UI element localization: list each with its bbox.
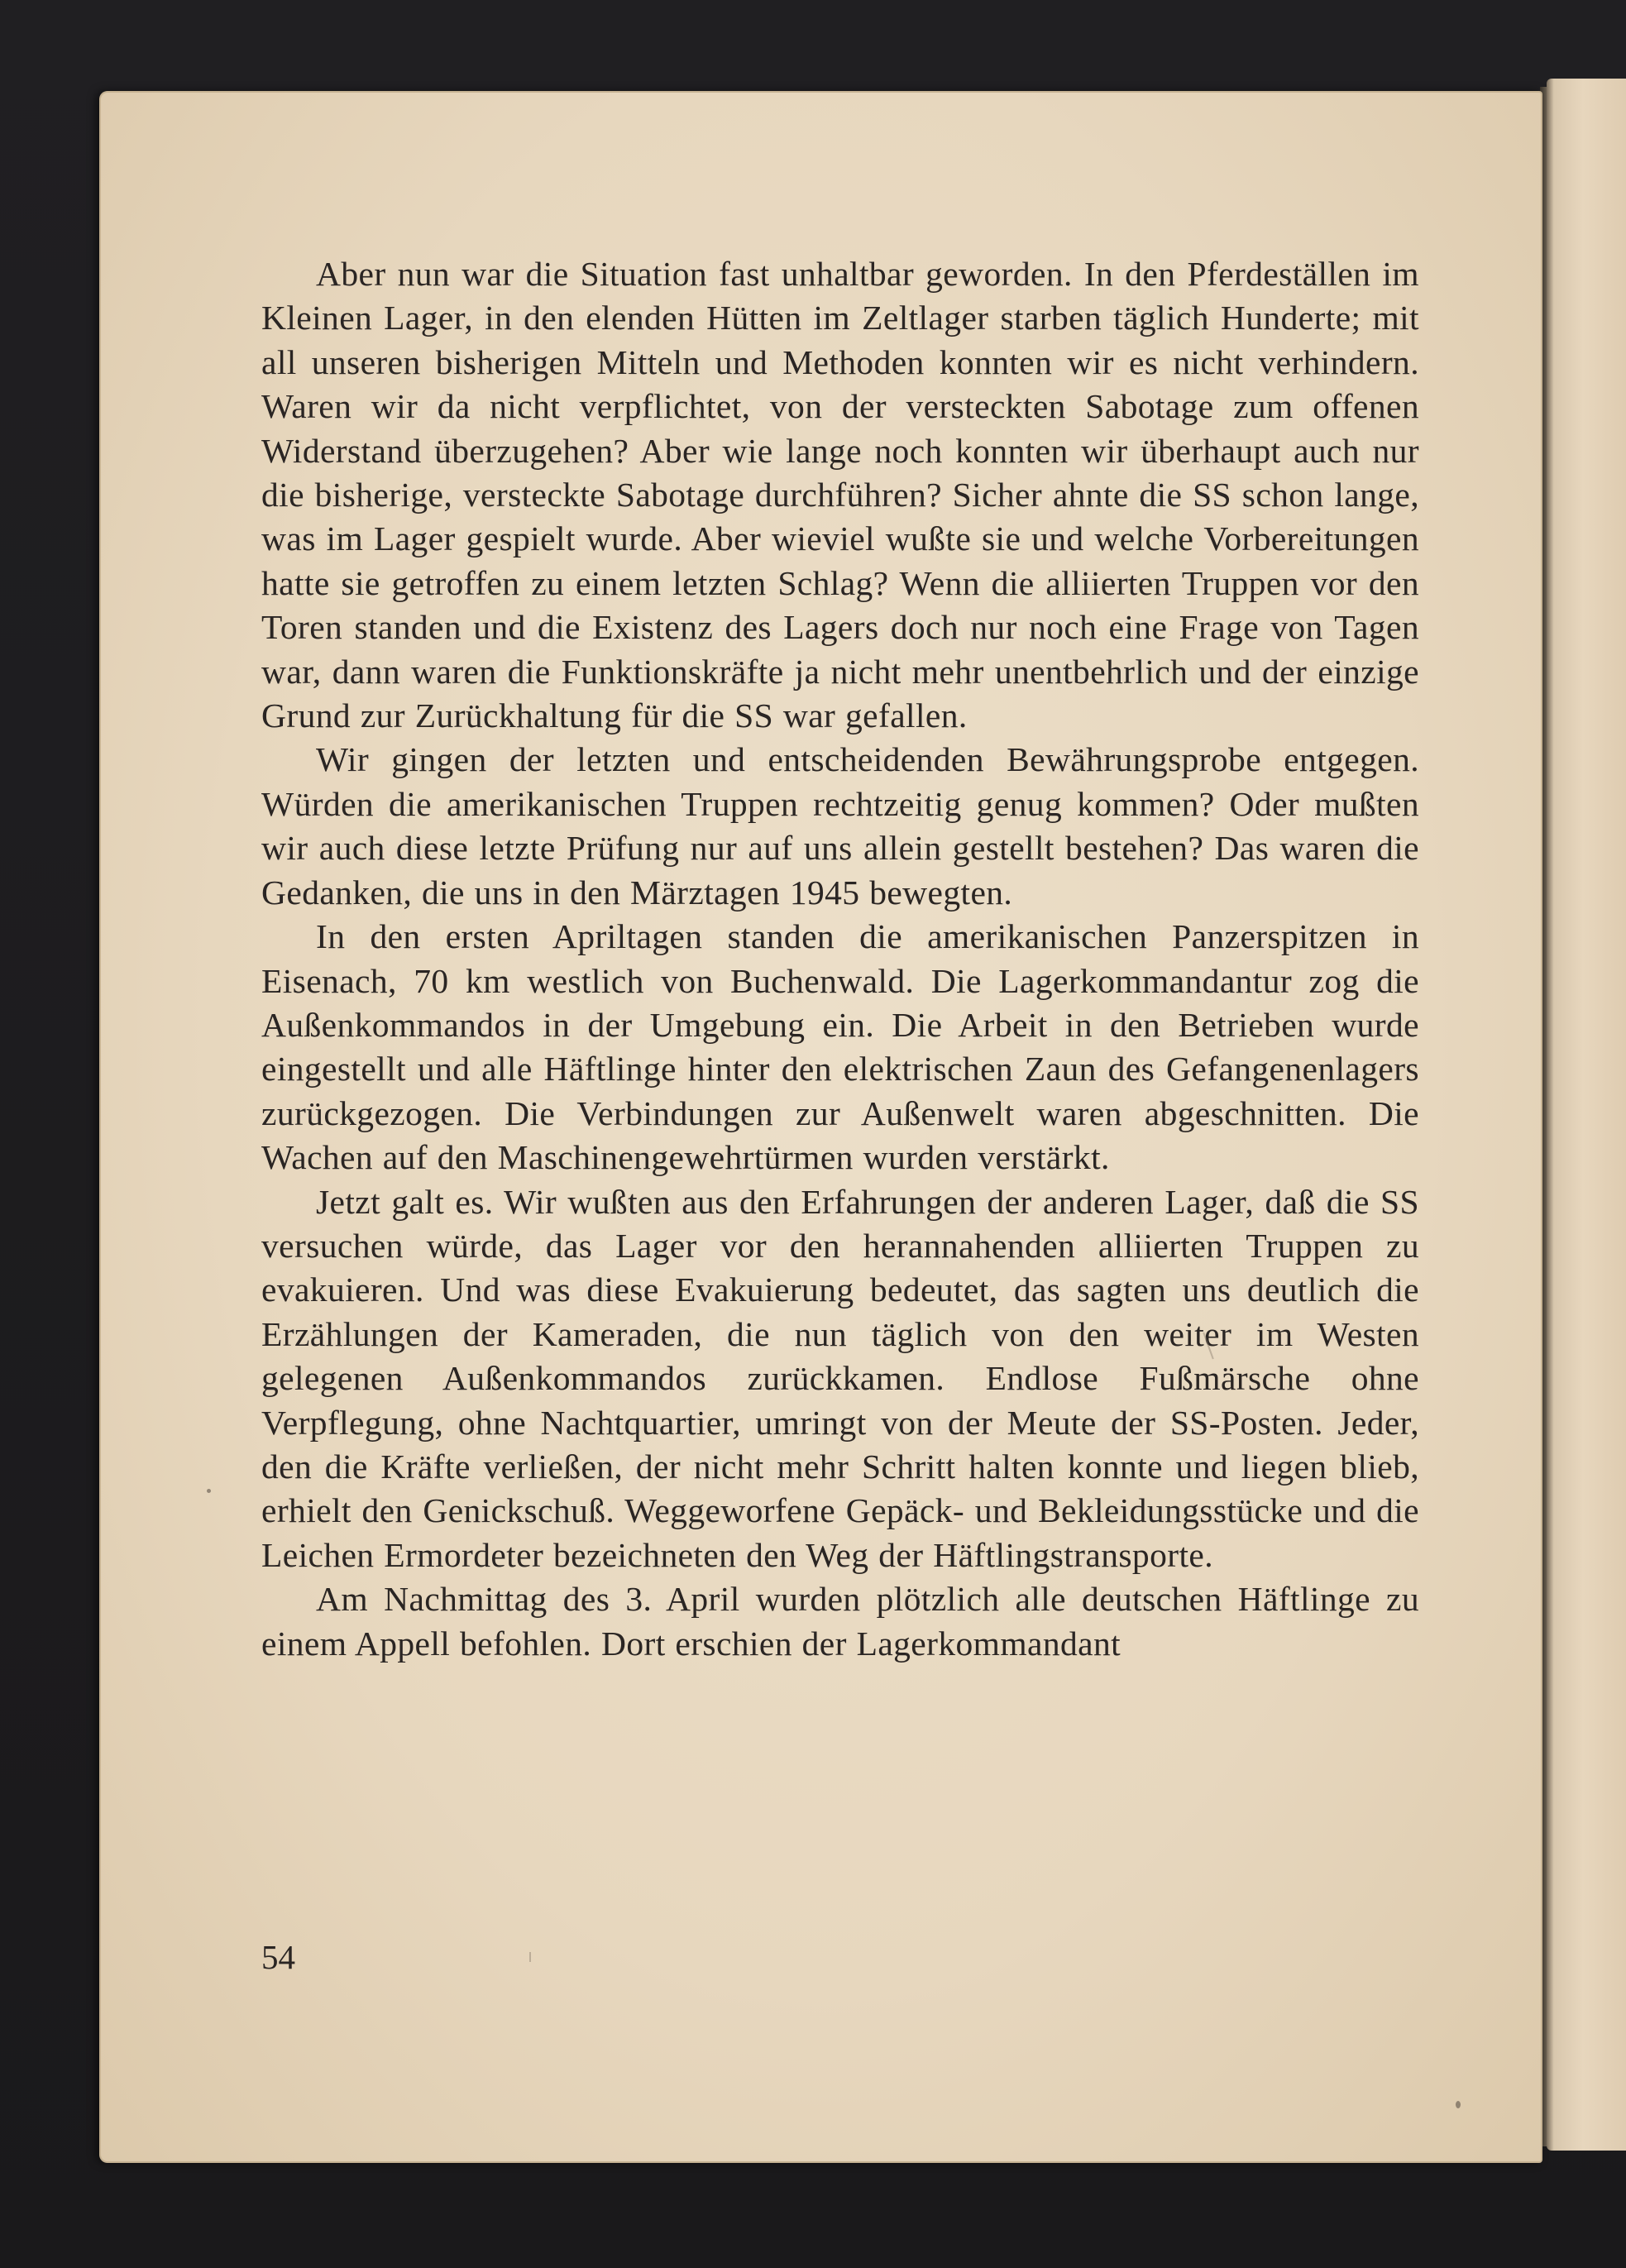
book-page	[99, 91, 1542, 2163]
facing-page	[1547, 79, 1626, 2151]
body-text	[261, 252, 1419, 1666]
paper-speck	[207, 1489, 211, 1493]
paragraph-5: Am Nachmittag des 3. April wurden plötzlich alle deutschen Häftlinge zu einem Appell befohlen. Dort erschien der Lagerkommandant	[261, 1580, 1419, 1663]
paragraph-1: Aber nun war die Situation fast unhaltbar geworden. In den Pferdeställen im Kleinen Lager, in den elenden Hütten im Zeltlager starben täglich Hunderte; mit all unseren bisherigen Mitteln und Methoden konnten wir es nicht verhindern. Waren wir da nicht verpflichtet, von der versteckten Sabotage zum offenen Widerstand überzugehen? Aber wie lange noch konnten wir überhaupt auch nur die bisherige, versteckte Sabotage durchführen? Sicher ahnte die SS schon lange, was im Lager gespielt wurde. Aber wieviel wußte sie und welche Vorbereitungen hatte sie getroffen zu einem letzten Schlag? Wenn die alliierten Truppen vor den Toren standen und die Existenz des Lagers doch nur noch eine Frage von Tagen war, dann waren die Funktionskräfte ja nicht mehr unentbehrlich und der einzige Grund zur Zurückhaltung für die SS war gefallen.	[261, 255, 1419, 735]
paragraph-2: Wir gingen der letzten und entscheidenden Bewährungsprobe entgegen. Würden die amerikanischen Truppen rechtzeitig genug kommen? Oder mußten wir auch diese letzte Prüfung nur auf uns allein gestellt bestehen? Das waren die Gedanken, die uns in den Märztagen 1945 bewegten.	[261, 740, 1419, 912]
paper-fiber	[529, 1952, 531, 1962]
page-number: 54	[261, 1938, 295, 1976]
paragraph-3: In den ersten Apriltagen standen die amerikanischen Panzerspitzen in Eisenach, 70 km westlich von Buchenwald. Die Lagerkommandantur zog die Außenkommandos in der Umgebung ein. Die Arbeit in den Betrieben wurde eingestellt und alle Häftlinge hinter den elektrischen Zaun des Gefangenenlagers zurückgezogen. Die Verbindungen zur Außenwelt waren abgeschnitten. Die Wachen auf den Maschinengewehrtürmen wurden verstärkt.	[261, 917, 1419, 1177]
paragraph-4: Jetzt galt es. Wir wußten aus den Erfahrungen der anderen Lager, daß die SS versuchen würde, das Lager vor den herannahenden alliierten Truppen zu evakuieren. Und was diese Evakuierung bedeutet, das sagten uns deutlich die Erzählungen der Kameraden, die nun täglich von den weiter im Westen gelegenen Außenkommandos zurückkamen. Endlose Fußmärsche ohne Verpflegung, ohne Nachtquartier, umringt von der Meute der SS-Posten. Jeder, den die Kräfte verließen, der nicht mehr Schritt halten konnte und liegen blieb, erhielt den Genickschuß. Weggeworfene Gepäck- und Bekleidungsstücke und die Leichen Ermordeter bezeichneten den Weg der Häftlingstransporte.	[261, 1182, 1419, 1574]
paper-speck	[1456, 2101, 1461, 2108]
